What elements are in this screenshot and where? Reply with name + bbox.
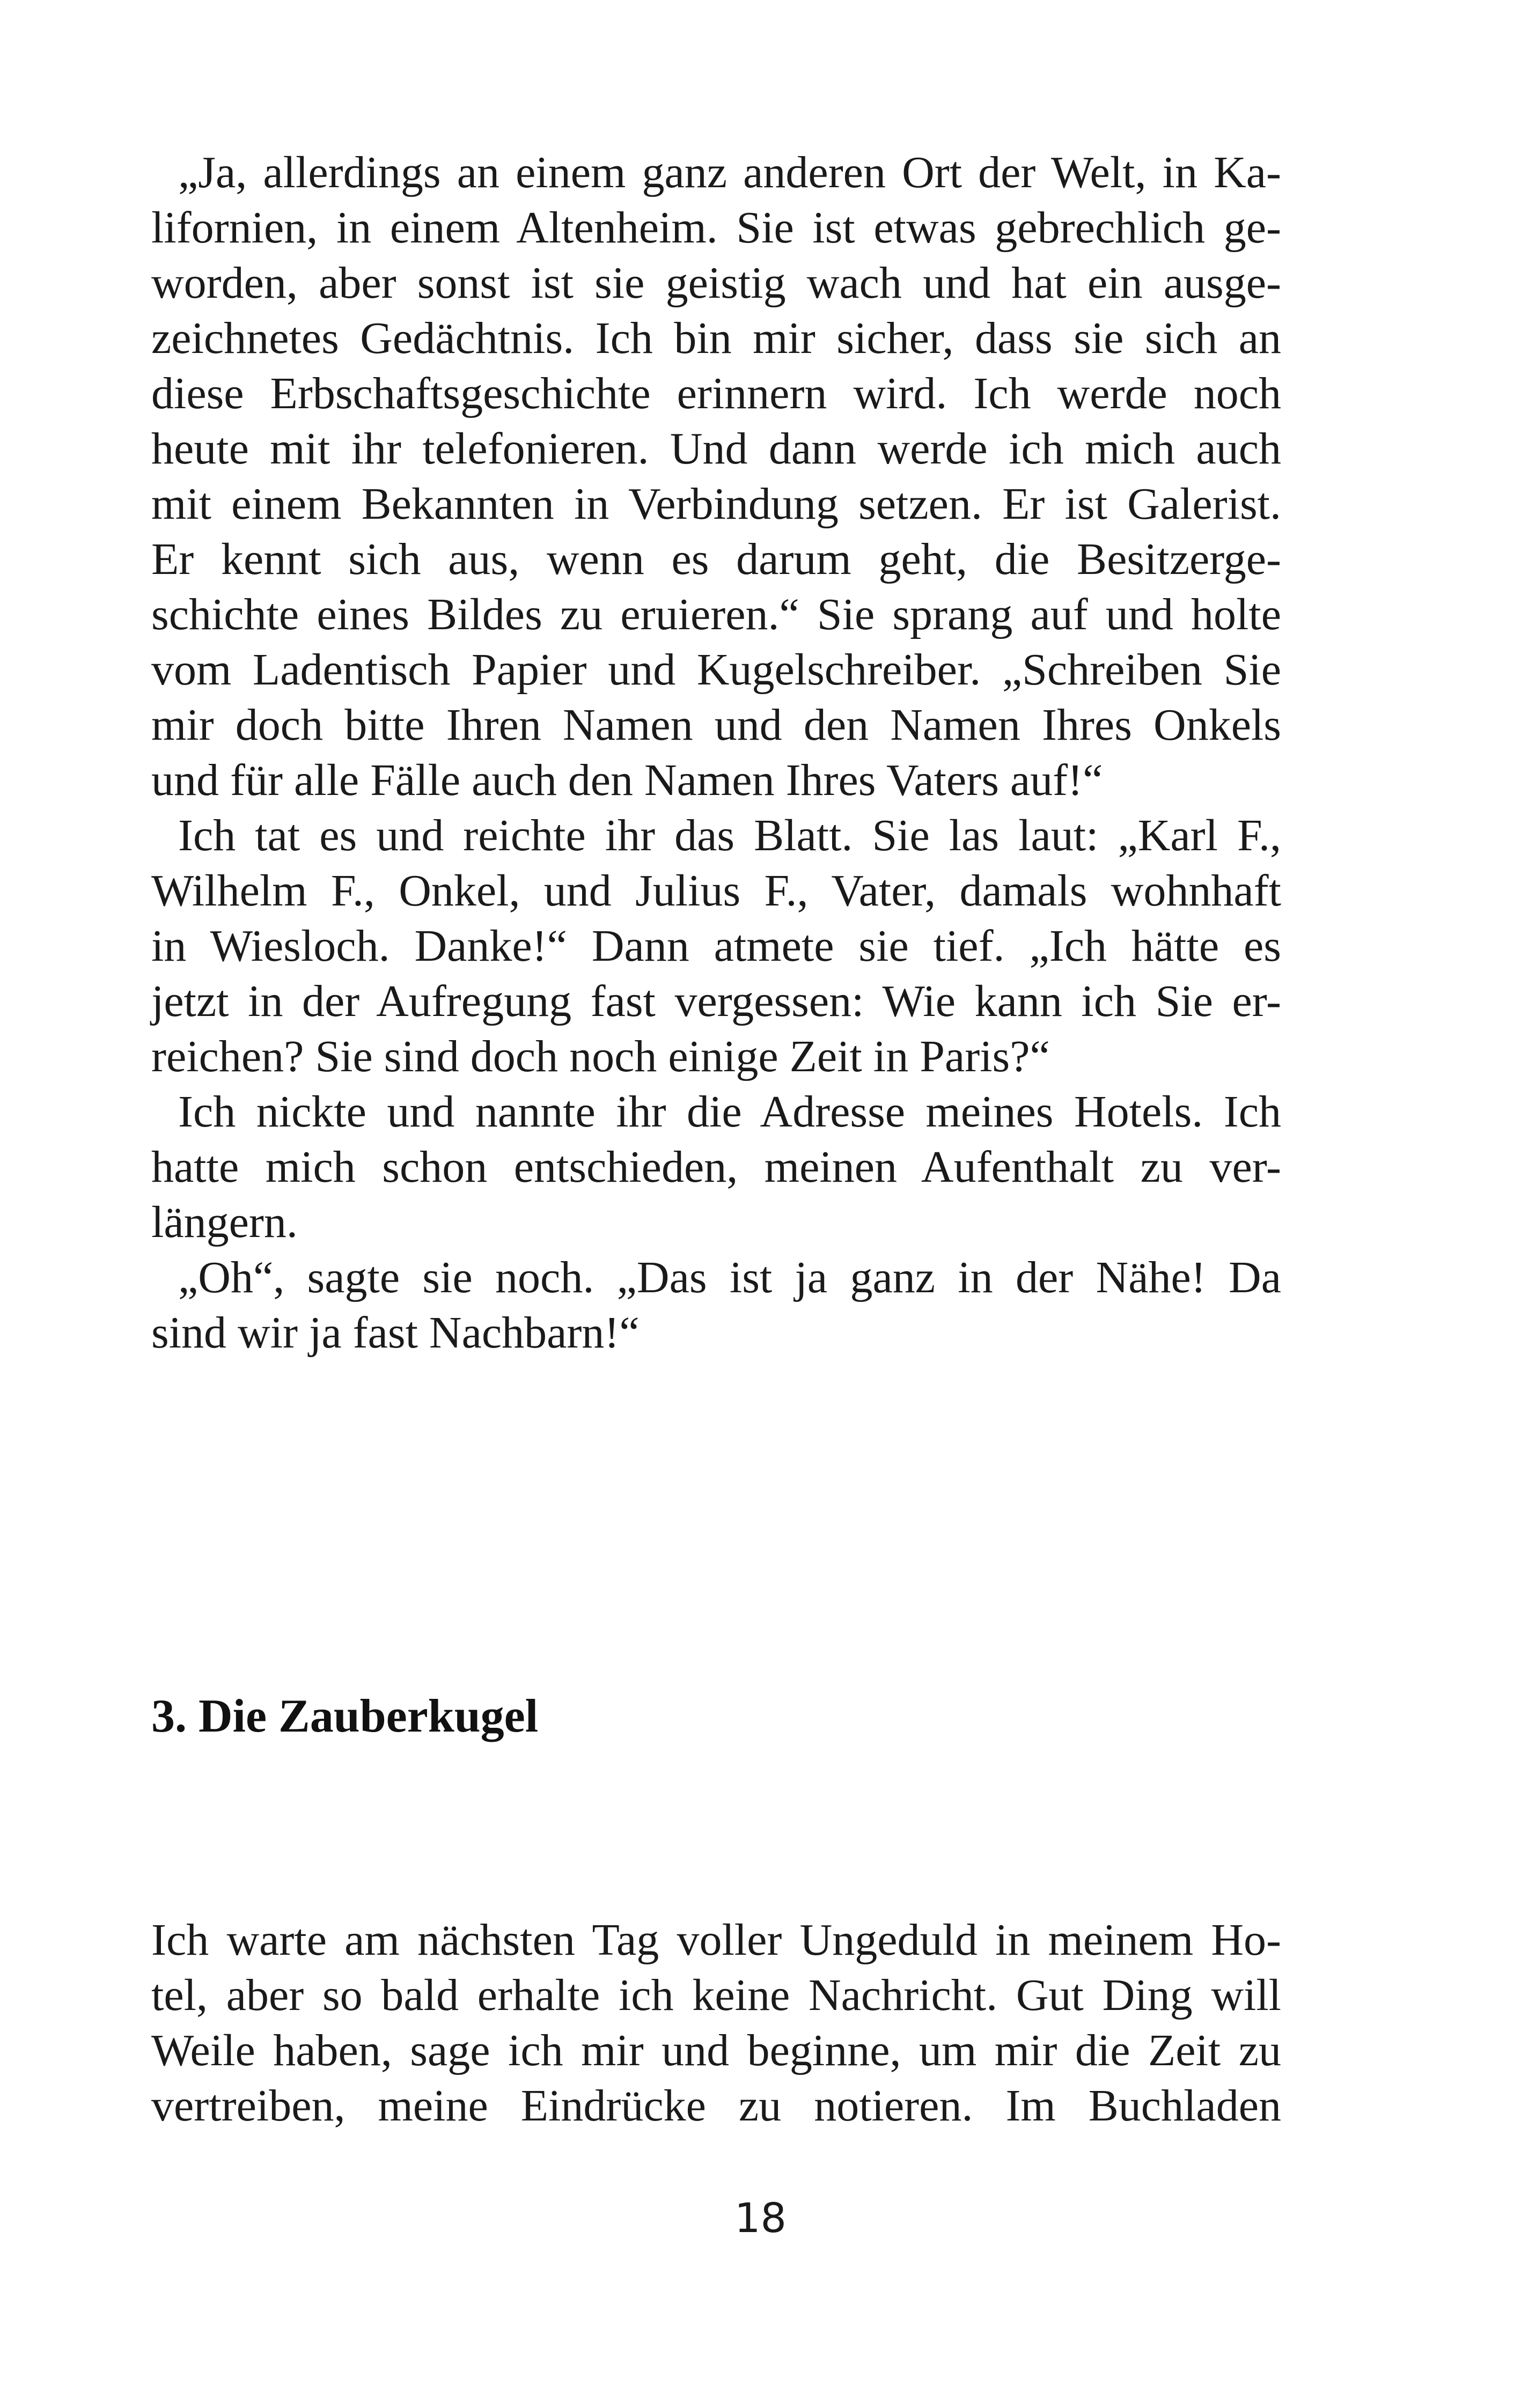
text-line: Ich nickte und nannte ihr die Adresse meines Hotels. Ich bbox=[178, 1087, 1281, 1137]
text-line: längern. bbox=[151, 1197, 298, 1247]
chapter-text bbox=[151, 1912, 1281, 2133]
text-line: „Ja, allerdings an einem ganz anderen Ort der Welt, in Ka- bbox=[178, 148, 1281, 197]
text-line: mir doch bitte Ihren Namen und den Namen Ihres Onkels bbox=[151, 700, 1281, 750]
text-line: heute mit ihr telefonieren. Und dann werde ich mich auch bbox=[151, 424, 1281, 474]
text-line: und für alle Fälle auch den Namen Ihres Vaters auf!“ bbox=[151, 755, 1103, 805]
text-line: Ich tat es und reichte ihr das Blatt. Sie las laut: „Karl F., bbox=[178, 811, 1281, 860]
text-line: „Oh“, sagte sie noch. „Das ist ja ganz in der Nähe! Da bbox=[178, 1253, 1281, 1302]
text-line: reichen? Sie sind doch noch einige Zeit in Paris?“ bbox=[151, 1032, 1050, 1081]
text-line: in Wiesloch. Danke!“ Dann atmete sie tief. „Ich hätte es bbox=[151, 921, 1281, 971]
text-line: Er kennt sich aus, wenn es darum geht, die Besitzerge- bbox=[151, 534, 1281, 584]
text-line: Wilhelm F., Onkel, und Julius F., Vater, damals wohnhaft bbox=[151, 866, 1281, 916]
text-line: hatte mich schon entschieden, meinen Aufenthalt zu ver- bbox=[151, 1142, 1281, 1192]
text-line: Ich warte am nächsten Tag voller Ungeduld in meinem Ho- bbox=[151, 1915, 1281, 1965]
text-line: schichte eines Bildes zu eruieren.“ Sie sprang auf und holte bbox=[151, 590, 1281, 639]
chapter-heading: 3. Die Zauberkugel bbox=[151, 1690, 539, 1742]
text-line: mit einem Bekannten in Verbindung setzen. Er ist Galerist. bbox=[151, 479, 1281, 529]
text-line: Weile haben, sage ich mir und beginne, um mir die Zeit zu bbox=[151, 2026, 1281, 2075]
text-line: vom Ladentisch Papier und Kugelschreiber. „Schreiben Sie bbox=[151, 645, 1281, 695]
text-line: tel, aber so bald erhalte ich keine Nachricht. Gut Ding will bbox=[151, 1970, 1281, 2020]
text-line: vertreiben, meine Eindrücke zu notieren. Im Buchladen bbox=[151, 2081, 1281, 2131]
text-line: zeichnetes Gedächtnis. Ich bin mir sicher, dass sie sich an bbox=[151, 313, 1281, 363]
continuation-text bbox=[151, 145, 1281, 1360]
text-line: worden, aber sonst ist sie geistig wach und hat ein ausge- bbox=[151, 258, 1281, 308]
text-line: diese Erbschaftsgeschichte erinnern wird. Ich werde noch bbox=[151, 369, 1281, 418]
text-line: jetzt in der Aufregung fast vergessen: Wie kann ich Sie er- bbox=[151, 976, 1281, 1026]
text-line: lifornien, in einem Altenheim. Sie ist etwas gebrechlich ge- bbox=[151, 203, 1281, 253]
text-line: sind wir ja fast Nachbarn!“ bbox=[151, 1308, 640, 1358]
page-number: 18 bbox=[734, 2194, 787, 2242]
